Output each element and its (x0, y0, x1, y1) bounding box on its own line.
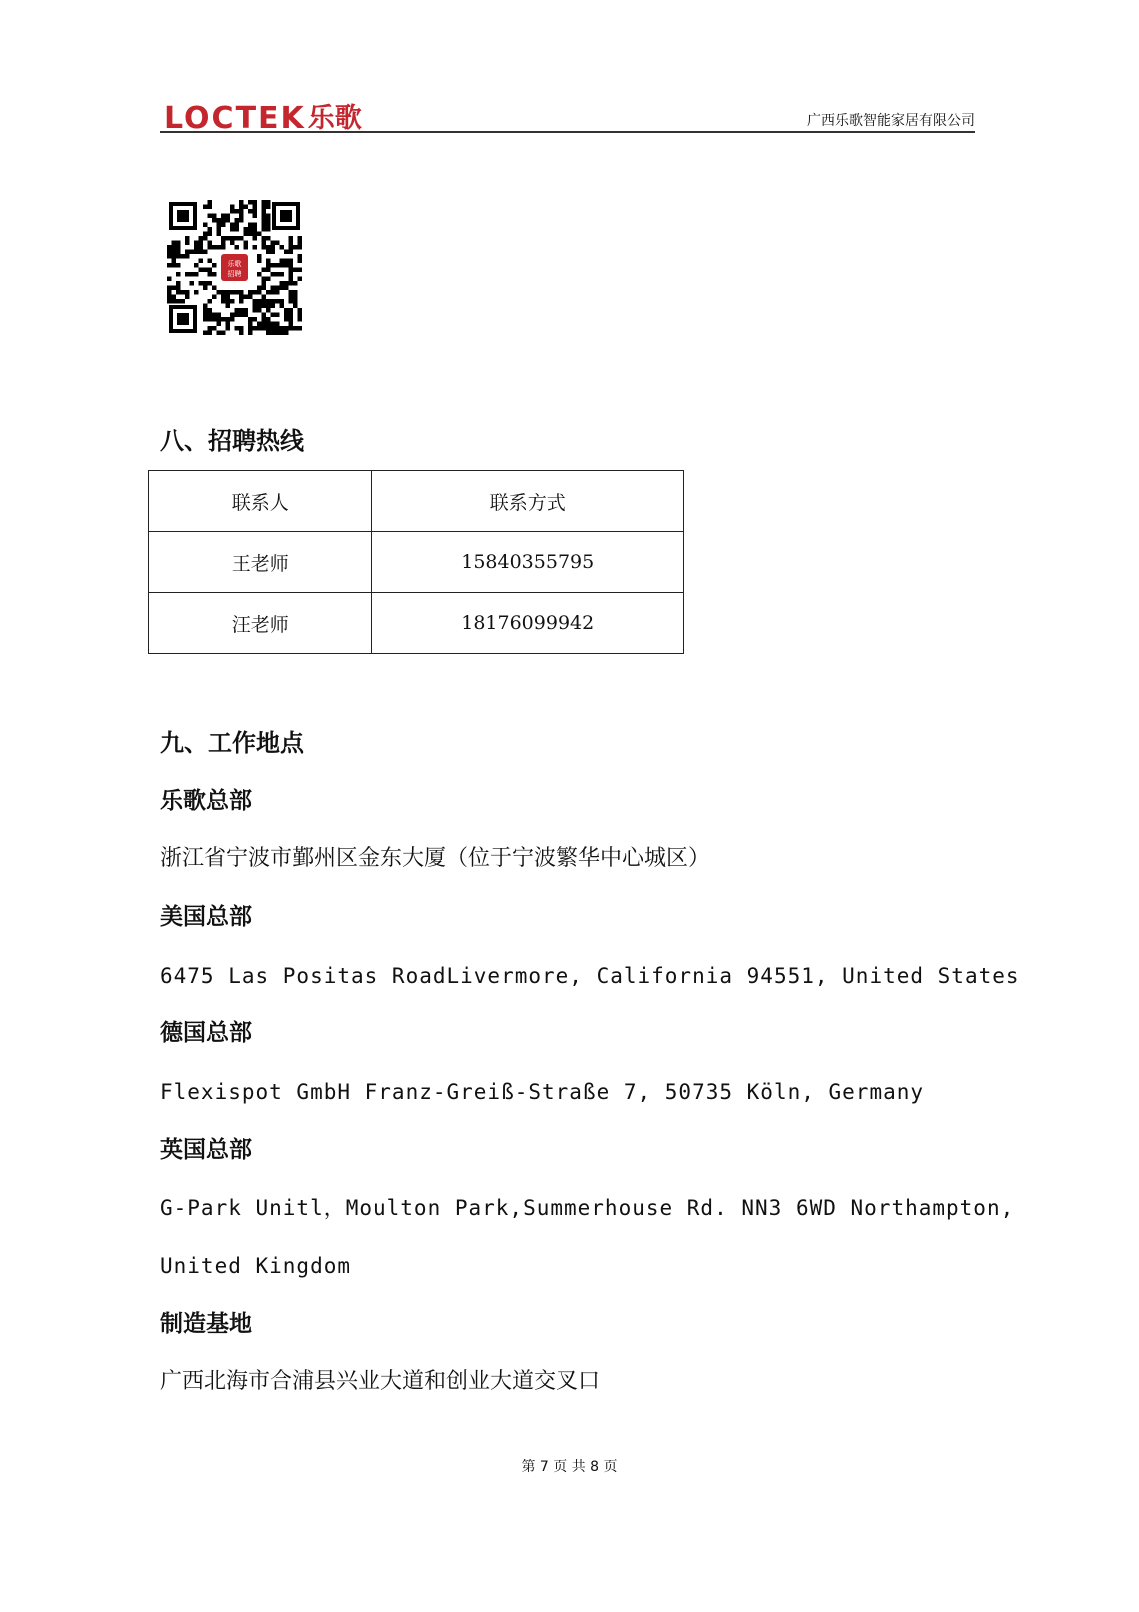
qr-badge-line1: 乐歌 (227, 260, 242, 268)
table-header-row (149, 471, 684, 532)
site-address-de: Flexispot GmbH Franz-Greiß-Straße 7, 50735 Köln, Germany (160, 1080, 925, 1104)
site-name-us: 美国总部 (160, 904, 252, 930)
company-name: 广西乐歌智能家居有限公司 (807, 113, 975, 129)
site-address-uk-line2: United Kingdom (160, 1254, 352, 1278)
site-name-uk: 英国总部 (160, 1137, 252, 1163)
site-name-factory: 制造基地 (160, 1311, 252, 1337)
contact-name: 汪老师 (149, 593, 372, 654)
contact-phone: 15840355795 (372, 532, 684, 593)
header-divider (160, 131, 975, 133)
hotline-table (148, 470, 684, 654)
qr-code-image (167, 200, 302, 335)
site-name-de: 德国总部 (160, 1020, 252, 1046)
column-header-phone: 联系方式 (372, 471, 684, 532)
site-name-hq: 乐歌总部 (160, 788, 252, 814)
contact-name: 王老师 (149, 532, 372, 593)
site-address-hq: 浙江省宁波市鄞州区金东大厦（位于宁波繁华中心城区） (160, 846, 711, 871)
contact-phone: 18176099942 (372, 593, 684, 654)
company-logo (164, 98, 362, 134)
table-row (149, 532, 684, 593)
site-address-uk-line1: G-Park Unitl，Moulton Park,Summerhouse Rd. NN3 6WD Northampton, (160, 1196, 1015, 1220)
logo-cn-text: 乐歌 (307, 103, 362, 134)
page-number: 第 7 页 共 8 页 (521, 1459, 618, 1475)
logo-latin-text: LOCTEK (164, 101, 306, 136)
site-address-us: 6475 Las Positas RoadLivermore, California 94551, United States (160, 964, 1020, 988)
section9-title: 九、工作地点 (160, 729, 304, 757)
section8-title: 八、招聘热线 (160, 427, 304, 455)
qr-badge-line2: 招聘 (227, 270, 242, 278)
column-header-contact: 联系人 (149, 471, 372, 532)
table-row (149, 593, 684, 654)
site-address-factory: 广西北海市合浦县兴业大道和创业大道交叉口 (160, 1369, 601, 1394)
